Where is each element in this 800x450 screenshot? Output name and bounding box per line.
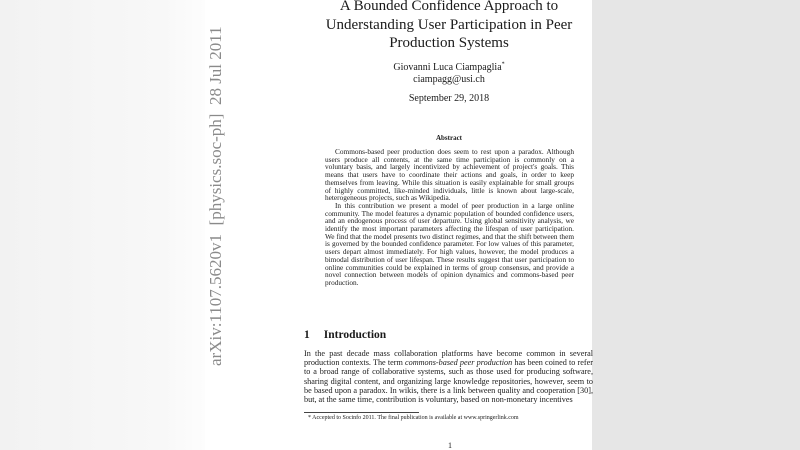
- intro-emphasis: commons-based peer production: [405, 358, 513, 368]
- intro-text: In the past decade mass collaboration platforms have become common in several production contexts. The term: [304, 349, 593, 368]
- footnote: * Accepted to Socinfo 2011. The final publication is available at www.springerlink.com: [308, 415, 519, 421]
- abstract-heading: Abstract: [435, 134, 463, 142]
- viewer-background-right: [592, 0, 800, 450]
- abstract-paragraph: Commons-based peer production does seem to rest upon a paradox. Although users produce all contents, at the same time participation is commonly on a voluntary basis, and largely incentivized by achievement of project's goals. This means that users have to coordinate their actions and goals, in order to keep themselves from leaving. While this situation is easily explainable for small groups of highly committed, like-minded individuals, little is known about large-scale, heterogeneous projects, such as Wikipedia.: [325, 147, 574, 203]
- paper-date: September 29, 2018: [408, 93, 490, 104]
- author-email: ciampagg@usi.ch: [413, 74, 485, 85]
- author-block: [349, 62, 549, 86]
- author-name: Giovanni Luca Ciampaglia: [393, 62, 502, 73]
- abstract: [325, 148, 574, 287]
- viewer-background-left: [0, 0, 205, 450]
- paper-title: A Bounded Confidence Approach to Understanding User Participation in Peer Production Systems: [325, 0, 573, 51]
- author-footnote-mark: *: [501, 61, 505, 68]
- abstract-paragraph: In this contribution we present a model of peer production in a large online community. The model features a dynamic population of bounded confidence users, and an endogenous process of user departure. Using global sensitivity analysis, we identify the most important parameters affecting the lifespan of user participation. We find that the model presents two distinct regimes, and that the shift between them is governed by the bounded confidence parameter. For low values of this parameter, users depart almost immediately. For high values, however, the model produces a bimodal distribution of user lifespan. These results suggest that user participation to online communities could be explained in terms of group consensus, and provide a novel connection between models of opinion dynamics and commons-based peer production.: [325, 200, 574, 287]
- section-title: Introduction: [323, 329, 387, 341]
- section-heading: [304, 328, 386, 342]
- page-number: 1: [448, 441, 452, 450]
- intro-text: has been coined to refer to a broad range of collaborative systems, such as those used for producing software, sharing digital content, and organizing large knowledge repositories, however, seem to be based upon a paradox. In wikis, there is a link between quality and cooperation [30], but, at the same time, contribution is voluntary, based on non-monetary incentives: [304, 358, 593, 405]
- section-number: 1: [304, 329, 310, 341]
- arxiv-stamp: arXiv:1107.5620v1 [physics.soc-ph] 28 Jul 2011: [206, 26, 225, 366]
- footnote-rule: [304, 412, 419, 413]
- intro-paragraph: [304, 349, 593, 404]
